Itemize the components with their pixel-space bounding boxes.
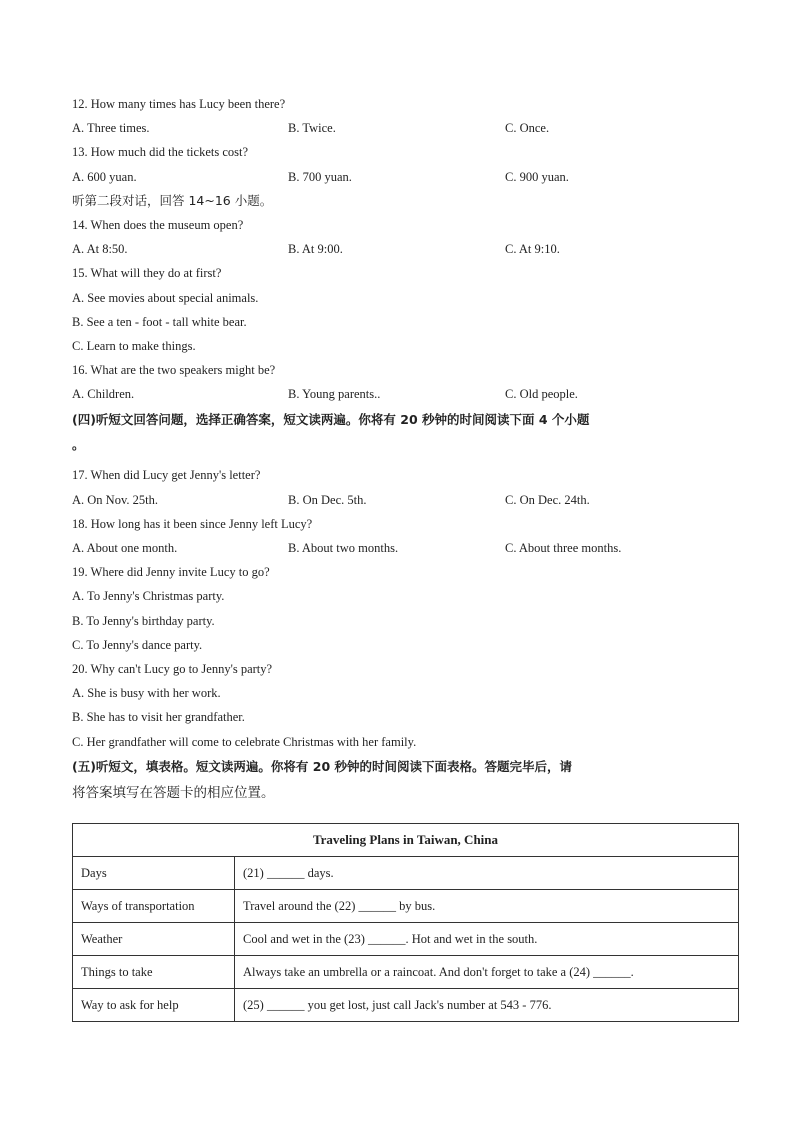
options-16 (72, 382, 738, 406)
option-17-c: C. On Dec. 24th. (505, 492, 590, 507)
part-4-heading-continued: 。 (72, 437, 85, 453)
option-12-b: B. Twice. (288, 121, 336, 136)
question-12: 12. How many times has Lucy been there? (72, 97, 286, 111)
option-17-a: A. On Nov. 25th. (72, 492, 158, 507)
option-13-b: B. 700 yuan. (288, 169, 352, 184)
option-17-b: B. On Dec. 5th. (288, 492, 367, 507)
question-16: 16. What are the two speakers might be? (72, 363, 276, 378)
option-13-a: A. 600 yuan. (72, 169, 137, 184)
option-20-a: A. She is busy with her work. (72, 686, 221, 701)
options-17 (72, 488, 738, 512)
option-14-c: C. At 9:10. (505, 242, 560, 257)
part-5-heading-continued: 将答案填写在答题卡的相应位置。 (72, 784, 275, 801)
option-18-b: B. About two months. (288, 541, 399, 555)
table-row (73, 857, 739, 890)
option-16-a: A. Children. (72, 387, 135, 402)
question-15: 15. What will they do at first? (72, 266, 222, 281)
option-20-b: B. She has to visit her grandfather. (72, 710, 245, 725)
question-13: 13. How much did the tickets cost? (72, 145, 249, 160)
option-18-c: C. About three months. (505, 541, 622, 555)
question-17: 17. When did Lucy get Jenny's letter? (72, 468, 261, 483)
table-row-label: Ways of transportation (73, 890, 235, 923)
table-row-value: (25) ______ you get lost, just call Jack's number at 543 - 776. (235, 989, 739, 1022)
part-5-heading: (五)听短文，填表格。短文读两遍。你将有 20 秒钟的时间阅读下面表格。答题完毕后，请 (72, 758, 573, 774)
option-12-a: A. Three times. (72, 121, 150, 136)
table-row (73, 956, 739, 989)
table-row-value: Cool and wet in the (23) ______. Hot and wet in the south. (235, 923, 739, 956)
option-19-c: C. To Jenny's dance party. (72, 637, 203, 652)
options-14 (72, 237, 738, 261)
options-13 (72, 165, 738, 189)
table-row (73, 923, 739, 956)
option-12-c: C. Once. (505, 121, 550, 136)
part-4-heading: (四)听短文回答问题，选择正确答案，短文读两遍。你将有 20 秒钟的时间阅读下面 4 个小题 (72, 412, 590, 428)
table-title: Traveling Plans in Taiwan, China (73, 824, 739, 857)
table-row-label: Days (73, 857, 235, 890)
table-title-row (73, 824, 739, 857)
option-20-c: C. Her grandfather will come to celebrate Christmas with her family. (72, 734, 417, 749)
table-row-value: Always take an umbrella or a raincoat. And don't forget to take a (24) ______. (235, 956, 739, 989)
table-row (73, 989, 739, 1022)
exam-page (72, 92, 738, 807)
question-19: 19. Where did Jenny invite Lucy to go? (72, 565, 270, 580)
table-row (73, 890, 739, 923)
travel-plan-table (72, 823, 739, 1022)
option-16-b: B. Young parents.. (288, 387, 381, 402)
table-row-label: Way to ask for help (73, 989, 235, 1022)
question-14: 14. When does the museum open? (72, 217, 244, 232)
options-12 (72, 116, 738, 140)
question-20: 20. Why can't Lucy go to Jenny's party? (72, 661, 273, 676)
option-15-b: B. See a ten - foot - tall white bear. (72, 314, 247, 329)
option-14-b: B. At 9:00. (288, 242, 343, 257)
question-18: 18. How long has it been since Jenny left Lucy? (72, 516, 313, 531)
options-18 (72, 536, 738, 560)
table-row-label: Weather (73, 923, 235, 956)
table-row-value: (21) ______ days. (235, 857, 739, 890)
table-row-label: Things to take (73, 956, 235, 989)
option-13-c: C. 900 yuan. (505, 169, 569, 184)
option-15-a: A. See movies about special animals. (72, 290, 259, 305)
option-15-c: C. Learn to make things. (72, 338, 196, 353)
option-19-b: B. To Jenny's birthday party. (72, 613, 215, 628)
option-18-a: A. About one month. (72, 541, 178, 555)
option-16-c: C. Old people. (505, 387, 578, 402)
section-2-intro: 听第二段对话，回答 14~16 小题。 (72, 192, 273, 208)
table-row-value: Travel around the (22) ______ by bus. (235, 890, 739, 923)
option-14-a: A. At 8:50. (72, 242, 128, 257)
option-19-a: A. To Jenny's Christmas party. (72, 589, 225, 604)
